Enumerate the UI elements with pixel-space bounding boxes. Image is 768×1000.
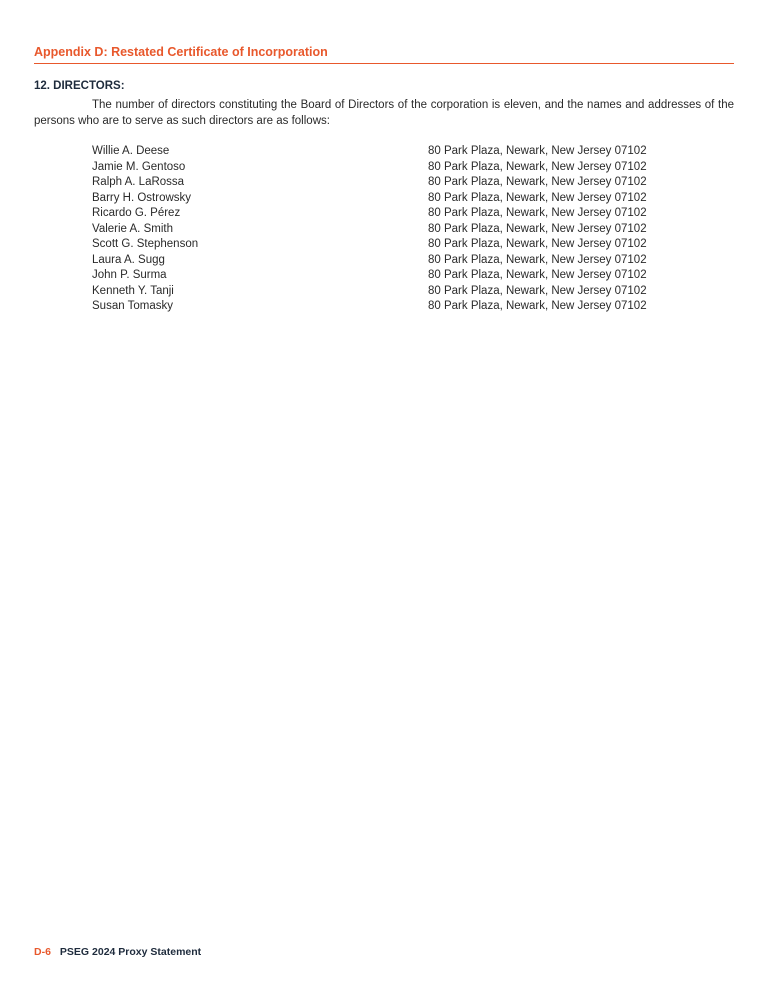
director-address: 80 Park Plaza, Newark, New Jersey 07102 bbox=[428, 176, 647, 188]
page-number: D-6 bbox=[34, 946, 51, 958]
director-address: 80 Park Plaza, Newark, New Jersey 07102 bbox=[428, 160, 647, 173]
director-name: Barry H. Ostrowsky bbox=[92, 191, 192, 204]
director-name: Laura A. Sugg bbox=[92, 253, 165, 266]
director-row bbox=[92, 191, 712, 207]
director-name: Valerie A. Smith bbox=[92, 222, 173, 235]
director-row bbox=[92, 253, 712, 269]
director-row bbox=[92, 160, 712, 176]
document-title: PSEG 2024 Proxy Statement bbox=[59, 946, 202, 958]
director-address: 80 Park Plaza, Newark, New Jersey 07102 bbox=[428, 207, 647, 219]
director-row bbox=[92, 175, 712, 191]
director-row bbox=[92, 237, 712, 253]
director-address: 80 Park Plaza, Newark, New Jersey 07102 bbox=[428, 145, 647, 157]
director-address: 80 Park Plaza, Newark, New Jersey 07102 bbox=[428, 238, 647, 250]
director-name: Kenneth Y. Tanji bbox=[92, 284, 174, 297]
director-row bbox=[92, 284, 712, 300]
page-header bbox=[34, 44, 734, 64]
directors-list bbox=[92, 144, 712, 315]
director-address: 80 Park Plaza, Newark, New Jersey 07102 bbox=[428, 191, 647, 204]
director-row bbox=[92, 222, 712, 238]
director-name: Ricardo G. Pérez bbox=[92, 207, 181, 219]
director-address: 80 Park Plaza, Newark, New Jersey 07102 bbox=[428, 300, 647, 312]
director-address: 80 Park Plaza, Newark, New Jersey 07102 bbox=[428, 253, 647, 266]
director-address: 80 Park Plaza, Newark, New Jersey 07102 bbox=[428, 222, 647, 235]
director-name: Ralph A. LaRossa bbox=[92, 176, 185, 188]
director-name: Susan Tomasky bbox=[92, 300, 173, 312]
director-row bbox=[92, 299, 712, 315]
director-row bbox=[92, 268, 712, 284]
section-heading: 12. DIRECTORS: bbox=[34, 80, 125, 92]
director-address: 80 Park Plaza, Newark, New Jersey 07102 bbox=[428, 284, 647, 297]
director-name: Jamie M. Gentoso bbox=[92, 160, 186, 173]
director-address: 80 Park Plaza, Newark, New Jersey 07102 bbox=[428, 269, 647, 281]
page-footer bbox=[34, 945, 201, 959]
intro-paragraph: The number of directors constituting the Board of Directors of the corporation is eleven, and the names and addresses of the persons who are to serve as such directors are as follows: bbox=[34, 99, 734, 127]
director-name: Scott G. Stephenson bbox=[92, 238, 199, 250]
director-name: John P. Surma bbox=[92, 269, 167, 281]
director-row bbox=[92, 206, 712, 222]
appendix-title: Appendix D: Restated Certificate of Incorporation bbox=[34, 45, 328, 59]
director-row bbox=[92, 144, 712, 160]
director-name: Willie A. Deese bbox=[92, 145, 170, 157]
